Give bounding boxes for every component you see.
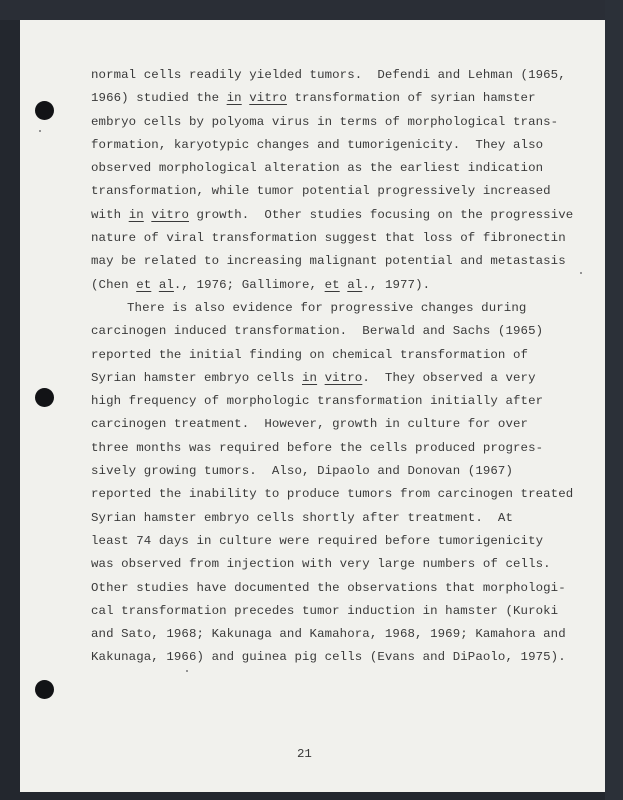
text-run: normal cells readily yielded tumors. Defendi and Lehman (1965, (91, 68, 566, 82)
text-line (91, 157, 561, 180)
text-run: cal transformation precedes tumor induction in hamster (Kuroki (91, 603, 559, 618)
body-text (91, 64, 574, 670)
binder-hole-top (35, 101, 54, 120)
text-run: growth. Other studies focusing on the progressive (189, 207, 574, 222)
text-line (91, 297, 561, 320)
text-run: reported the inability to produce tumors from carcinogen treated (91, 487, 574, 502)
scan-speck (186, 670, 188, 672)
text-line (91, 483, 574, 506)
underlined-term: vitro (151, 207, 189, 222)
text-line (91, 111, 561, 134)
text-run: reported the initial finding on chemical transformation of (91, 347, 529, 362)
text-line (91, 507, 561, 530)
underlined-term: et (136, 277, 152, 292)
text-run (151, 278, 159, 292)
text-line (91, 437, 561, 460)
text-line (91, 227, 566, 250)
text-run: Syrian hamster embryo cells (91, 370, 302, 385)
text-line (91, 180, 561, 203)
scan-speck (580, 272, 582, 274)
text-line (91, 390, 561, 413)
text-run: three months was required before the cells produced progres- (91, 440, 544, 455)
text-run: formation, karyotypic changes and tumorigenicity. They also (91, 137, 544, 152)
underlined-term: al (347, 277, 363, 292)
text-run: ., 1977). (362, 277, 431, 292)
text-run: least 74 days in culture were required before tumorigenicity (91, 533, 544, 548)
text-run: was observed from injection with very large numbers of cells. (91, 557, 551, 572)
text-line (91, 344, 561, 367)
text-line (91, 87, 561, 110)
text-run: carcinogen induced transformation. Berwald and Sachs (1965) (91, 324, 544, 339)
text-run: with (91, 207, 129, 222)
underlined-term: in (226, 91, 242, 106)
scan-speck (39, 130, 41, 132)
underlined-term: vitro (324, 370, 363, 385)
text-run: . They observed a very (362, 370, 536, 385)
text-line (91, 577, 566, 600)
text-run: ., 1976; Gallimore, (173, 277, 325, 292)
underlined-term: et (324, 277, 340, 292)
scanner-top-edge (0, 0, 623, 20)
text-line (91, 274, 561, 297)
text-run: embryo cells by polyoma virus in terms of morphological trans- (91, 114, 559, 129)
text-run: Kakunaga, 1966) and guinea pig cells (Evans and DiPaolo, 1975). (91, 650, 566, 665)
underlined-term: vitro (249, 91, 287, 106)
text-line (91, 623, 566, 646)
text-run: carcinogen treatment. However, growth in culture for over (91, 417, 529, 432)
text-run: and Sato, 1968; Kakunaga and Kamahora, 1968, 1969; Kamahora and (91, 627, 566, 642)
text-run: transformation of syrian hamster (286, 91, 536, 106)
text-run: may be related to increasing malignant potential and metastasis (91, 254, 566, 269)
text-line (91, 250, 566, 273)
text-run: (Chen (91, 277, 137, 292)
scanner-right-edge (605, 0, 623, 800)
text-run: Other studies have documented the observations that morphologi- (91, 580, 566, 595)
text-line (91, 646, 566, 669)
text-line (91, 460, 561, 483)
page-number: 21 (297, 747, 312, 761)
text-line (91, 553, 561, 576)
text-run (317, 371, 325, 385)
underlined-term: in (302, 370, 318, 385)
text-line (91, 367, 561, 390)
text-run: high frequency of morphologic transformation initially after (91, 394, 544, 409)
text-run: 1966) studied the (91, 91, 227, 106)
binder-hole-middle (35, 388, 54, 407)
text-run: sively growing tumors. Also, Dipaolo and Donovan (1967) (91, 464, 513, 479)
text-line (91, 530, 561, 553)
text-run: Syrian hamster embryo cells shortly after treatment. At (91, 510, 513, 525)
binder-hole-bottom (35, 680, 54, 699)
underlined-term: in (128, 207, 144, 222)
text-line (91, 600, 561, 623)
underlined-term: al (158, 277, 174, 292)
text-run: There is also evidence for progressive changes during (127, 300, 527, 315)
text-line (91, 134, 561, 157)
text-run: observed morphological alteration as the earliest indication (91, 161, 544, 176)
text-line (91, 64, 566, 87)
text-line (91, 204, 574, 227)
text-run: nature of viral transformation suggest that loss of fibronectin (91, 231, 566, 246)
text-line (91, 413, 561, 436)
text-line (91, 320, 561, 343)
text-run: transformation, while tumor potential progressively increased (91, 184, 551, 199)
